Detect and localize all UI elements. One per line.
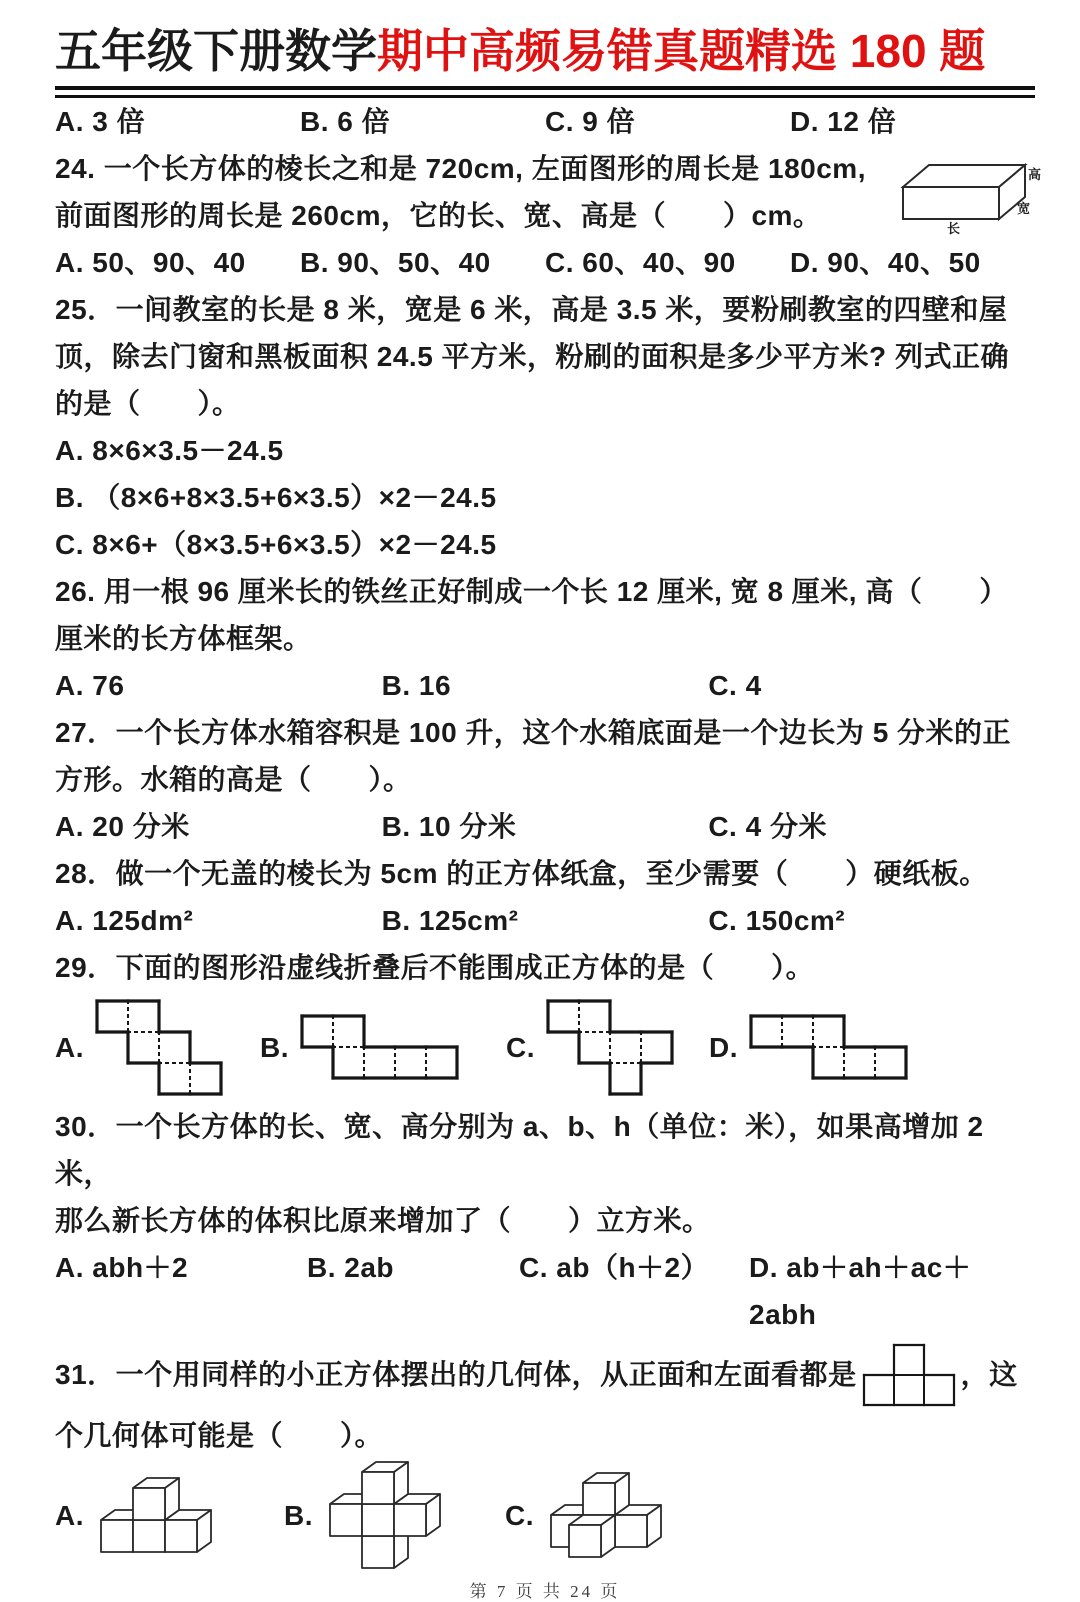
question-26-line-2: 厘米的长方体框架。: [55, 623, 312, 654]
option-a: A. 3 倍: [55, 106, 146, 137]
front-view-figure: [861, 1342, 957, 1408]
net-option-a: [55, 998, 224, 1097]
page-title-black: 五年级下册数学: [55, 25, 377, 77]
question-25-line-2: 顶，除去门窗和黑板面积 24.5 平方米，粉刷的面积是多少平方米? 列式正确: [55, 341, 1009, 372]
question-29-figures: [55, 991, 1035, 1103]
question-30: [55, 1103, 1035, 1338]
option-d: D. 90、40、50: [790, 247, 981, 278]
option-c: C. 60、40、90: [545, 247, 736, 278]
question-27-options: [55, 803, 1035, 850]
question-31: [55, 1338, 1035, 1571]
option-d-label: D.: [709, 1031, 738, 1063]
option-a-label: A.: [55, 1499, 84, 1531]
question-28-line-1: 28．做一个无盖的棱长为 5cm 的正方体纸盒，至少需要（ ）硬纸板。: [55, 858, 988, 889]
carryover-options-row: [55, 98, 1035, 145]
question-24-line-1: 24. 一个长方体的棱长之和是 720cm, 左面图形的周长是 180cm,: [55, 153, 866, 184]
cuboid-width-label: 宽: [1017, 201, 1031, 216]
question-31-figures: [55, 1459, 1035, 1571]
option-a: A. 20 分米: [55, 811, 190, 842]
option-c: C. 9 倍: [545, 106, 636, 137]
option-c-label: C.: [505, 1499, 534, 1531]
option-b: B. 2ab: [307, 1252, 395, 1283]
cube-net-figure-b: [299, 1013, 460, 1081]
cube-net-figure-c: [545, 998, 675, 1097]
page-title: [55, 20, 1035, 82]
question-27-line-2: 方形。水箱的高是（ ）。: [55, 764, 412, 795]
cube-solid-figure-b: [327, 1459, 443, 1571]
question-30-line-1: 30．一个长方体的长、宽、高分别为 a、b、h（单位：米），如果高增加 2 米，: [55, 1111, 984, 1189]
cuboid-height-label: 高: [1028, 167, 1042, 182]
question-31-text-after: ，这: [960, 1359, 1018, 1390]
option-a: A. abh＋2: [55, 1252, 189, 1283]
option-c-label: C.: [506, 1031, 535, 1063]
cube-net-figure-d: [748, 1013, 909, 1081]
option-b: B. 90、50、40: [300, 247, 491, 278]
question-27: [55, 709, 1035, 850]
option-b: B. 16: [381, 670, 452, 701]
question-25-line-3: 的是（ ）。: [55, 388, 241, 419]
option-a: A. 8×6×3.5－24.5: [55, 435, 284, 466]
question-24: [55, 145, 1042, 286]
option-c: C. 4: [708, 670, 762, 701]
question-24-options: [55, 239, 1035, 286]
net-option-c: [506, 998, 675, 1097]
option-c: C. 4 分米: [708, 811, 827, 842]
question-30-options: [55, 1244, 1035, 1338]
option-a: A. 125dm²: [55, 905, 194, 936]
option-b-label: B.: [284, 1499, 313, 1531]
net-option-d: [709, 1013, 909, 1081]
option-b: B. 10 分米: [381, 811, 517, 842]
cuboid-figure: [897, 155, 1047, 235]
solid-option-c: [505, 1470, 664, 1560]
solid-option-b: [284, 1459, 443, 1571]
net-option-b: [260, 1013, 460, 1081]
footer-page-number: 第 7 页 共 24 页: [469, 1582, 621, 1601]
question-31-line-2: 个几何体可能是（ ）。: [55, 1420, 384, 1451]
option-d: D. ab＋ah＋ac＋2abh: [749, 1252, 972, 1330]
question-26-line-1: 26. 用一根 96 厘米长的铁丝正好制成一个长 12 厘米, 宽 8 厘米, 高（ ）: [55, 576, 1008, 607]
option-c: C. 150cm²: [708, 905, 846, 936]
question-26-options: [55, 662, 1035, 709]
option-d: D. 12 倍: [790, 106, 897, 137]
option-a: A. 50、90、40: [55, 247, 246, 278]
option-b-label: B.: [260, 1031, 289, 1063]
question-31-line-1: [55, 1338, 1035, 1412]
cuboid-length-label: 长: [947, 221, 961, 235]
question-25-line-1: 25．一间教室的长是 8 米，宽是 6 米，高是 3.5 米，要粉刷教室的四壁和屋: [55, 294, 1008, 325]
cube-net-figure-a: [94, 998, 224, 1097]
question-31-text-before: 31．一个用同样的小正方体摆出的几何体，从正面和左面看都是: [55, 1359, 857, 1390]
question-27-line-1: 27．一个长方体水箱容积是 100 升，这个水箱底面是一个边长为 5 分米的正: [55, 717, 1012, 748]
question-25: [55, 286, 1035, 568]
question-26: [55, 568, 1035, 709]
solid-option-a: [55, 1475, 214, 1555]
title-divider: [55, 86, 1035, 98]
option-b: B. 125cm²: [381, 905, 519, 936]
question-24-line-2: 前面图形的周长是 260cm，它的长、宽、高是（ ）cm。: [55, 200, 822, 231]
option-c: C. ab（h＋2）: [519, 1252, 710, 1283]
question-29: [55, 944, 1035, 1103]
question-28: [55, 850, 1035, 944]
cube-solid-figure-c: [548, 1470, 664, 1560]
option-a-label: A.: [55, 1031, 84, 1063]
option-c: C. 8×6+（8×3.5+6×3.5）×2－24.5: [55, 529, 497, 560]
question-29-line-1: 29．下面的图形沿虚线折叠后不能围成正方体的是（ ）。: [55, 952, 815, 983]
question-28-options: [55, 897, 1035, 944]
option-a: A. 76: [55, 670, 125, 701]
option-b: B. （8×6+8×3.5+6×3.5）×2－24.5: [55, 482, 497, 513]
page-title-red: 期中高频易错真题精选 180 题: [377, 25, 986, 77]
cube-solid-figure-a: [98, 1475, 214, 1555]
question-30-line-2: 那么新长方体的体积比原来增加了（ ）立方米。: [55, 1205, 711, 1236]
option-b: B. 6 倍: [300, 106, 391, 137]
